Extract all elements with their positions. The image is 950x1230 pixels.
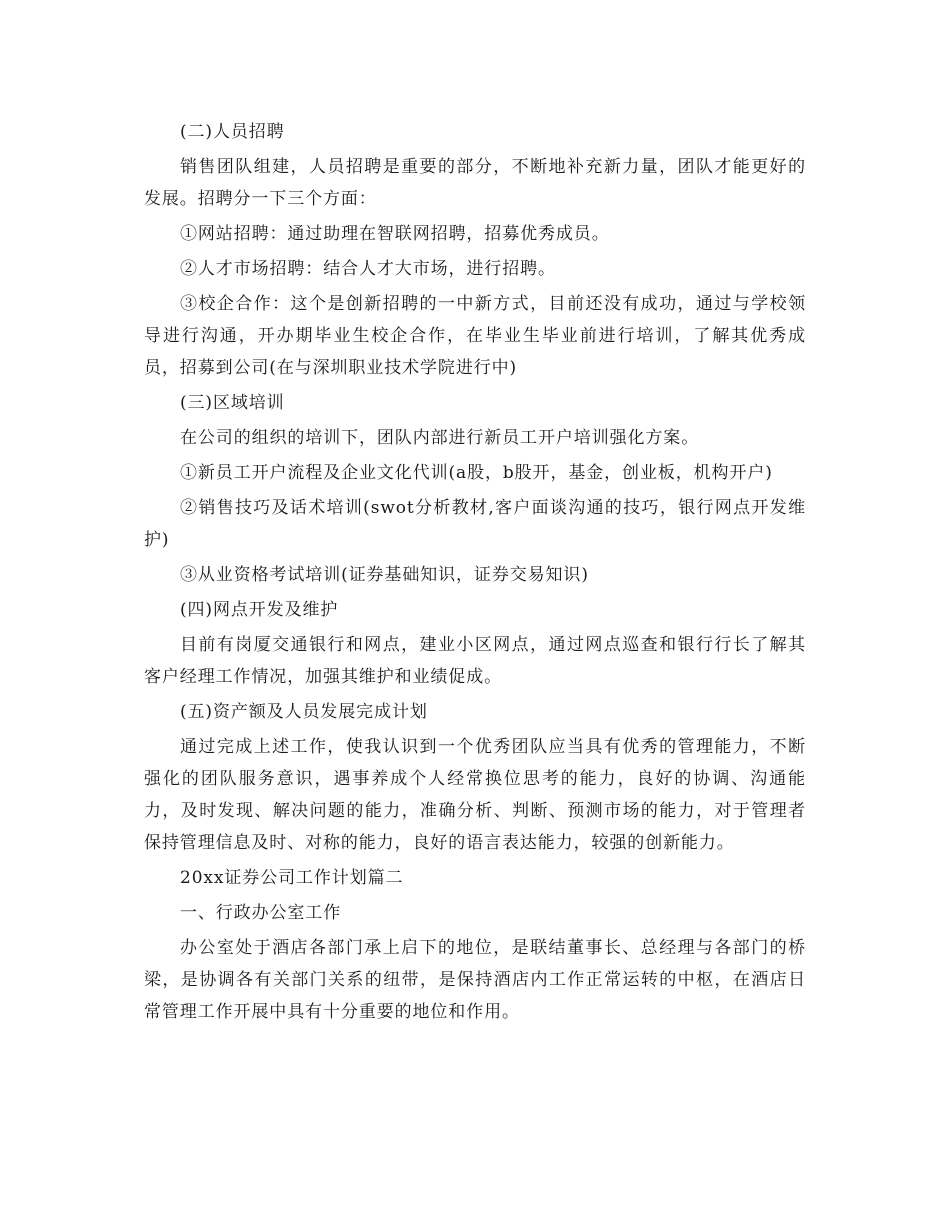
list-item: ①网站招聘：通过助理在智联网招聘，招募优秀成员。: [180, 224, 610, 244]
section-heading-plan: (五)资产额及人员发展完成计划: [180, 702, 428, 722]
paragraph: 办公室处于酒店各部门承上启下的地位，是联结董事长、总经理与各部门的桥梁，是协调各有关部门关系的纽带，是保持酒店内工作正常运转的中枢，在酒店日常管理工作开展中具有十分重要的地位和作用。: [144, 938, 806, 1022]
article-title: 20xx证券公司工作计划篇二: [180, 868, 404, 888]
section-heading-branch: (四)网点开发及维护: [180, 600, 339, 620]
list-item: ②销售技巧及话术培训(swot分析教材,客户面谈沟通的技巧，银行网点开发维护): [144, 498, 806, 550]
list-item: ③校企合作：这个是创新招聘的一中新方式，目前还没有成功，通过与学校领导进行沟通，开办期毕业生校企合作，在毕业生毕业前进行培训，了解其优秀成员，招募到公司(在与深圳职业技术学院进行中): [144, 294, 806, 378]
paragraph: 目前有岗厦交通银行和网点，建业小区网点，通过网点巡查和银行行长了解其客户经理工作情况，加强其维护和业绩促成。: [144, 635, 806, 687]
list-item: ②人才市场招聘：结合人才大市场，进行招聘。: [180, 259, 556, 279]
list-item: ③从业资格考试培训(证券基础知识，证券交易知识): [180, 565, 589, 585]
document-body: [144, 116, 806, 1031]
section-heading-recruitment: (二)人员招聘: [180, 122, 285, 142]
section-heading-office: 一、行政办公室工作: [180, 903, 342, 923]
section-heading-training: (三)区域培训: [180, 393, 285, 413]
list-item: ①新员工开户流程及企业文化代训(a股，b股开，基金，创业板，机构开户): [180, 463, 773, 483]
paragraph: 在公司的组织的培训下，团队内部进行新员工开户培训强化方案。: [180, 428, 700, 448]
paragraph: 通过完成上述工作，使我认识到一个优秀团队应当具有优秀的管理能力，不断强化的团队服务意识，遇事养成个人经常换位思考的能力，良好的协调、沟通能力，及时发现、解决问题的能力，准确分析、判断、预测市场的能力，对于管理者保持管理信息及时、对称的能力，良好的语言表达能力，较强的创新能力。: [144, 737, 806, 853]
paragraph: 销售团队组建，人员招聘是重要的部分，不断地补充新力量，团队才能更好的发展。招聘分一下三个方面：: [144, 157, 806, 209]
